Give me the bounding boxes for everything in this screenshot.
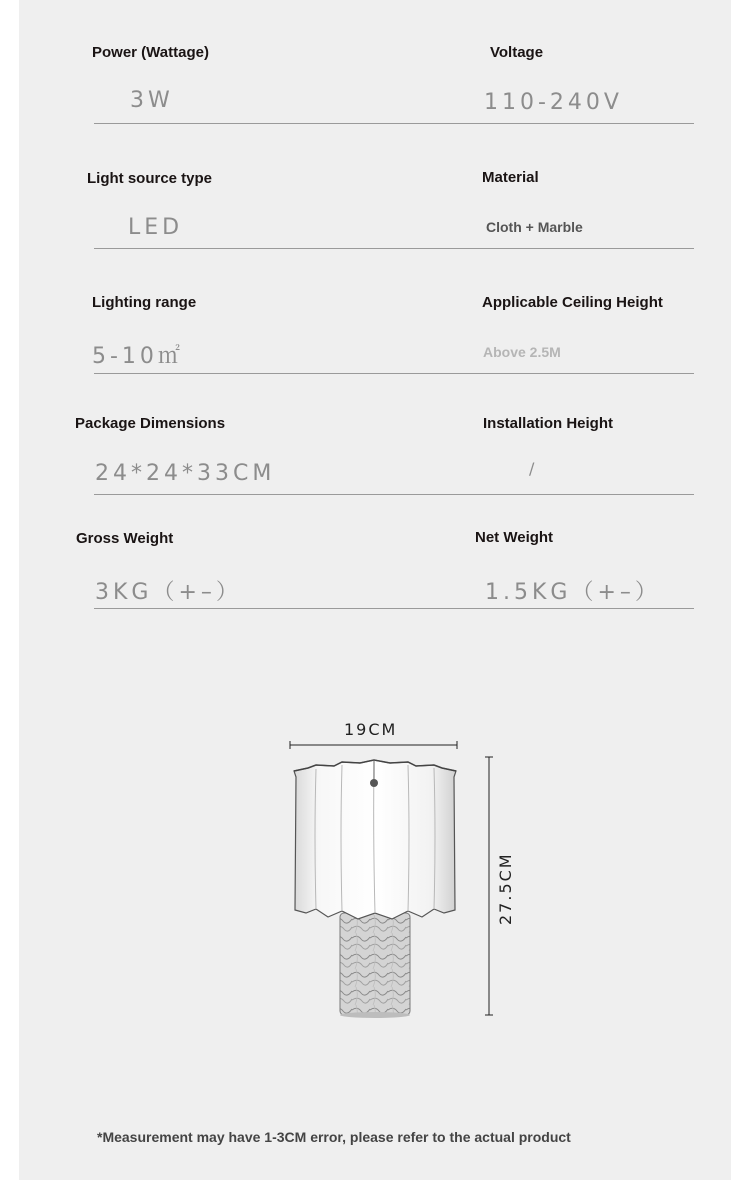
divider-row-3 [94, 373, 694, 374]
spec-label-material: Material [482, 169, 539, 186]
height-dimension-label: 27.5CM [496, 852, 515, 925]
width-dimension-line [290, 741, 457, 749]
spec-label-light-source: Light source type [87, 170, 213, 187]
divider-row-2 [94, 248, 694, 249]
spec-value-light-source: LED [128, 215, 184, 240]
spec-value-lighting-range: 5-10㎡ [92, 344, 184, 369]
measurement-footnote: *Measurement may have 1-3CM error, please refer to the actual product [97, 1129, 571, 1145]
spec-value-package-dimensions: 24*24*33CM [95, 461, 276, 486]
width-dimension-label: 19CM [344, 720, 398, 739]
divider-row-5 [94, 608, 694, 609]
spec-value-net-weight: 1.5KG（+–） [485, 580, 661, 605]
spec-value-ceiling-height: Above 2.5M [483, 344, 561, 360]
spec-value-material: Cloth + Marble [486, 219, 583, 235]
spec-label-package-dimensions: Package Dimensions [75, 415, 226, 432]
spec-label-lighting-range: Lighting range [92, 294, 197, 311]
divider-row-4 [94, 494, 694, 495]
lamp-diagram [280, 735, 510, 1025]
spec-label-voltage: Voltage [490, 44, 544, 61]
divider-row-1 [94, 123, 694, 124]
spec-value-gross-weight: 3KG（+–） [95, 580, 242, 605]
spec-label-installation-height: Installation Height [483, 415, 614, 432]
spec-label-ceiling-height: Applicable Ceiling Height [482, 294, 663, 311]
spec-label-net-weight: Net Weight [475, 529, 554, 546]
spec-value-voltage: 110-240V [484, 90, 623, 115]
lamp-fabric-shade [294, 760, 456, 919]
spec-label-power: Power (Wattage) [92, 44, 209, 61]
spec-value-installation-height: / [529, 459, 539, 478]
spec-value-power: 3W [130, 88, 174, 113]
lamp-marble-base [340, 913, 410, 1018]
height-dimension-line [485, 757, 493, 1015]
spec-label-gross-weight: Gross Weight [76, 530, 174, 547]
